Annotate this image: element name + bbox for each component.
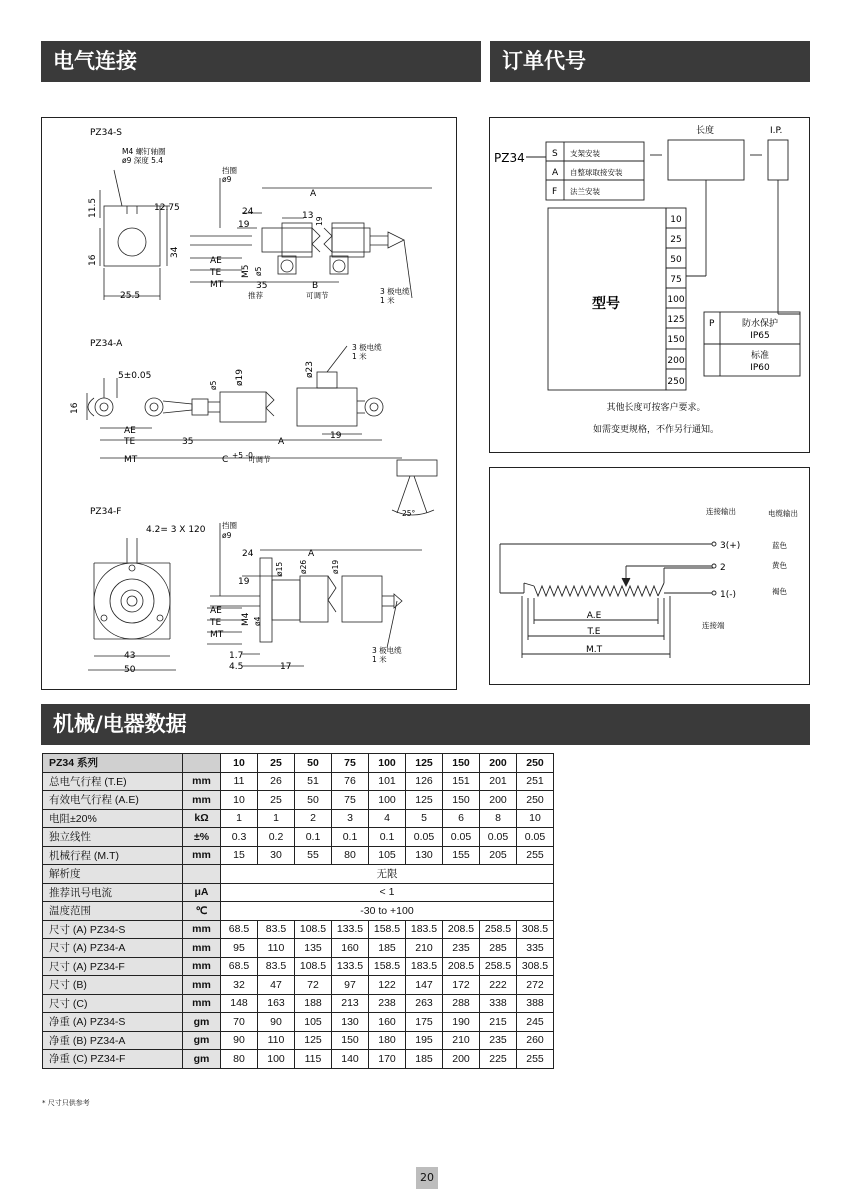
pz34-s-adj: 可调节 bbox=[306, 291, 329, 300]
cell-value: 83.5 bbox=[258, 920, 295, 939]
row-label: 净重 (C) PZ34-F bbox=[43, 1050, 183, 1069]
cell-value: 208.5 bbox=[443, 920, 480, 939]
cell-value: 80 bbox=[332, 846, 369, 865]
cell-value: 76 bbox=[332, 772, 369, 791]
cell-value: 147 bbox=[406, 976, 443, 995]
wiring-diagram bbox=[490, 468, 808, 683]
ip60-line1: 标准 bbox=[750, 351, 770, 361]
cell-value: 90 bbox=[221, 1031, 258, 1050]
cell-value: 11 bbox=[221, 772, 258, 791]
cell-value: 4 bbox=[369, 809, 406, 828]
cell-value: 8 bbox=[480, 809, 517, 828]
row-unit bbox=[183, 865, 221, 884]
table-row bbox=[43, 772, 554, 791]
row-unit: mm bbox=[183, 772, 221, 791]
row-unit: μA bbox=[183, 883, 221, 902]
pz34-f-d4: ø4 bbox=[253, 616, 262, 626]
cell-value: 0.1 bbox=[369, 828, 406, 847]
pz34-s-cap-d: ø9 bbox=[222, 175, 232, 184]
cell-value: 1 bbox=[258, 809, 295, 828]
cell-value: 68.5 bbox=[221, 957, 258, 976]
cell-value: 1 bbox=[221, 809, 258, 828]
cell-value: 97 bbox=[332, 976, 369, 995]
pz34-a-tol: 5±0.05 bbox=[118, 371, 152, 381]
length-label: 长度 bbox=[696, 126, 715, 136]
row-unit: ℃ bbox=[183, 902, 221, 921]
cell-value: 3 bbox=[332, 809, 369, 828]
pz34-a-ae: AE bbox=[124, 426, 136, 436]
cell-value: 235 bbox=[443, 939, 480, 958]
cell-value: 172 bbox=[443, 976, 480, 995]
pz34-a-ctol: +5 -0 bbox=[232, 451, 253, 460]
pz34-s-a: A bbox=[310, 189, 317, 199]
cell-value: 160 bbox=[332, 939, 369, 958]
cell-value: 108.5 bbox=[295, 957, 332, 976]
cable-out-label: 电缆输出 bbox=[768, 509, 798, 518]
cell-value: 170 bbox=[369, 1050, 406, 1069]
cell-value: 122 bbox=[369, 976, 406, 995]
length-250: 250 bbox=[667, 377, 685, 387]
row-unit: mm bbox=[183, 976, 221, 995]
length-200: 200 bbox=[667, 356, 685, 366]
row-unit: mm bbox=[183, 920, 221, 939]
pz34-f-cap: 挡圈 bbox=[222, 521, 237, 530]
color-yellow: 黄色 bbox=[772, 561, 787, 570]
specifications-table bbox=[42, 753, 554, 1069]
cell-value: 201 bbox=[480, 772, 517, 791]
cell-value: 0.05 bbox=[406, 828, 443, 847]
table-row bbox=[43, 994, 554, 1013]
row-unit: gm bbox=[183, 1050, 221, 1069]
cell-value: 125 bbox=[406, 791, 443, 810]
page-number: 20 bbox=[416, 1167, 438, 1189]
cell-value: 163 bbox=[258, 994, 295, 1013]
row-unit: ±% bbox=[183, 828, 221, 847]
pz34-f-19: 19 bbox=[238, 577, 250, 587]
pz34-s-m5: M5 bbox=[241, 264, 251, 278]
cell-value: 250 bbox=[517, 791, 554, 810]
ip65-line1: 防水保护 bbox=[741, 319, 779, 329]
table-header-row bbox=[43, 754, 554, 773]
length-150: 150 bbox=[667, 335, 685, 345]
cell-value: 183.5 bbox=[406, 957, 443, 976]
pz34-a-angle: 25° bbox=[402, 509, 416, 518]
cell-value: 72 bbox=[295, 976, 332, 995]
cell-value: 126 bbox=[406, 772, 443, 791]
table-row bbox=[43, 1031, 554, 1050]
pz34-s-te: TE bbox=[210, 268, 222, 278]
pz34-s-11-5: 11.5 bbox=[88, 197, 98, 218]
cell-value: 55 bbox=[295, 846, 332, 865]
row-unit: mm bbox=[183, 994, 221, 1013]
row-unit: mm bbox=[183, 846, 221, 865]
option-a-label: 自整球取接安装 bbox=[570, 168, 623, 177]
pz34-a-19: 19 bbox=[330, 431, 342, 441]
cell-value: 188 bbox=[295, 994, 332, 1013]
row-label: 尺寸 (A) PZ34-A bbox=[43, 939, 183, 958]
pz34-s-19-vertical: 19 bbox=[315, 216, 324, 226]
row-unit: mm bbox=[183, 957, 221, 976]
pz34-s-16: 16 bbox=[88, 254, 98, 266]
row-unit: mm bbox=[183, 939, 221, 958]
pz34-a-d5: ø5 bbox=[209, 380, 218, 390]
cell-value: 5 bbox=[406, 809, 443, 828]
cell-value: 50 bbox=[295, 791, 332, 810]
row-label: 净重 (B) PZ34-A bbox=[43, 1031, 183, 1050]
pz34-a-16: 16 bbox=[70, 402, 80, 414]
header-length: 200 bbox=[480, 754, 517, 773]
cell-value: 15 bbox=[221, 846, 258, 865]
pz34-a-a: A bbox=[278, 437, 285, 447]
ip-label: I.P. bbox=[770, 126, 783, 136]
cell-value: 125 bbox=[295, 1031, 332, 1050]
pz34-s-depth: ø9 深度 5.4 bbox=[122, 156, 164, 165]
pz34-s-d5: ø5 bbox=[254, 266, 263, 276]
row-unit: kΩ bbox=[183, 809, 221, 828]
wiring-ae: A.E bbox=[586, 611, 602, 621]
row-label: 尺寸 (C) bbox=[43, 994, 183, 1013]
cell-value: 6 bbox=[443, 809, 480, 828]
cell-value: 68.5 bbox=[221, 920, 258, 939]
pz34-s-cable: 3 极电缆 bbox=[380, 287, 410, 296]
order-code-diagram bbox=[490, 118, 808, 451]
cell-value: 308.5 bbox=[517, 920, 554, 939]
pz34-f-24: 24 bbox=[242, 549, 254, 559]
order-note-2: 如需变更规格，不作另行通知。 bbox=[592, 425, 720, 435]
pz34-f-d19: ø19 bbox=[331, 559, 340, 574]
table-row bbox=[43, 828, 554, 847]
pz34-f-title: PZ34-F bbox=[90, 507, 122, 517]
header-length: 75 bbox=[332, 754, 369, 773]
table-row bbox=[43, 976, 554, 995]
electrical-connection-header: 电气连接 bbox=[41, 41, 481, 82]
pz34-f-cable-len: 1 米 bbox=[372, 655, 387, 664]
option-f-code: F bbox=[552, 187, 558, 197]
option-s-code: S bbox=[552, 149, 558, 159]
cell-value: 190 bbox=[443, 1013, 480, 1032]
pz34-a-cable-len: 1 米 bbox=[352, 352, 367, 361]
cell-value: 200 bbox=[480, 791, 517, 810]
cell-value: 245 bbox=[517, 1013, 554, 1032]
pz34-s-ae: AE bbox=[210, 256, 222, 266]
header-length: 250 bbox=[517, 754, 554, 773]
dimension-drawings bbox=[42, 118, 455, 688]
type-label: 型号 bbox=[592, 296, 620, 312]
cell-value: 140 bbox=[332, 1050, 369, 1069]
cell-value: 130 bbox=[406, 846, 443, 865]
cell-value: 115 bbox=[295, 1050, 332, 1069]
cell-value: 0.3 bbox=[221, 828, 258, 847]
cell-value: 335 bbox=[517, 939, 554, 958]
cell-value: 160 bbox=[369, 1013, 406, 1032]
length-50: 50 bbox=[670, 255, 682, 265]
cell-value: 101 bbox=[369, 772, 406, 791]
row-label: 推荐讯号电流 bbox=[43, 883, 183, 902]
table-row bbox=[43, 846, 554, 865]
cell-value: 388 bbox=[517, 994, 554, 1013]
length-100: 100 bbox=[667, 295, 685, 305]
pz34-f-holes: 4.2= 3 X 120 bbox=[146, 525, 206, 535]
cell-value: 30 bbox=[258, 846, 295, 865]
pz34-a-35: 35 bbox=[182, 437, 194, 447]
row-unit: gm bbox=[183, 1013, 221, 1032]
cell-value: 272 bbox=[517, 976, 554, 995]
pz34-s-rec: 推荐 bbox=[248, 291, 263, 300]
row-unit bbox=[183, 754, 221, 773]
cell-value: 158.5 bbox=[369, 920, 406, 939]
color-blue: 蓝色 bbox=[772, 541, 787, 550]
table-row bbox=[43, 865, 554, 884]
pz34-s-34: 34 bbox=[170, 246, 180, 258]
length-75: 75 bbox=[670, 275, 682, 285]
table-row bbox=[43, 902, 554, 921]
cell-value: 105 bbox=[369, 846, 406, 865]
row-unit: gm bbox=[183, 1031, 221, 1050]
cell-value: 47 bbox=[258, 976, 295, 995]
row-label: 尺寸 (B) bbox=[43, 976, 183, 995]
pz34-f-1-7: 1.7 bbox=[229, 651, 244, 661]
row-label: 温度范围 bbox=[43, 902, 183, 921]
cell-value: 213 bbox=[332, 994, 369, 1013]
row-unit: mm bbox=[183, 791, 221, 810]
row-value: -30 to +100 bbox=[221, 902, 554, 921]
cell-value: 108.5 bbox=[295, 920, 332, 939]
footnote: * 尺寸只供参考 bbox=[42, 1099, 90, 1107]
table-row bbox=[43, 809, 554, 828]
wiring-end: 连接端 bbox=[702, 621, 725, 630]
cell-value: 83.5 bbox=[258, 957, 295, 976]
cell-value: 100 bbox=[258, 1050, 295, 1069]
cell-value: 235 bbox=[480, 1031, 517, 1050]
pz34-s-title: PZ34-S bbox=[90, 128, 123, 138]
pz34-s-19: 19 bbox=[238, 220, 250, 230]
row-label: 总电气行程 (T.E) bbox=[43, 772, 183, 791]
row-label: 独立线性 bbox=[43, 828, 183, 847]
pz34-a-mt: MT bbox=[124, 455, 138, 465]
pz34-a-adj: 可调节 bbox=[248, 455, 271, 464]
cell-value: 75 bbox=[332, 791, 369, 810]
cell-value: 285 bbox=[480, 939, 517, 958]
cell-value: 100 bbox=[369, 791, 406, 810]
pz34-f-m4: M4 bbox=[241, 612, 251, 626]
table-row bbox=[43, 920, 554, 939]
cell-value: 0.05 bbox=[480, 828, 517, 847]
cell-value: 150 bbox=[332, 1031, 369, 1050]
cell-value: 0.1 bbox=[332, 828, 369, 847]
cell-value: 148 bbox=[221, 994, 258, 1013]
cell-value: 25 bbox=[258, 791, 295, 810]
cell-value: 205 bbox=[480, 846, 517, 865]
pz34-s-cable-len: 1 米 bbox=[380, 296, 395, 305]
cell-value: 258.5 bbox=[480, 920, 517, 939]
cell-value: 200 bbox=[443, 1050, 480, 1069]
cell-value: 0.05 bbox=[517, 828, 554, 847]
cell-value: 210 bbox=[406, 939, 443, 958]
row-label: 解析度 bbox=[43, 865, 183, 884]
cell-value: 183.5 bbox=[406, 920, 443, 939]
table-row bbox=[43, 791, 554, 810]
pz34-f-cap-d: ø9 bbox=[222, 531, 232, 540]
row-value: < 1 bbox=[221, 883, 554, 902]
cell-value: 90 bbox=[258, 1013, 295, 1032]
cell-value: 185 bbox=[406, 1050, 443, 1069]
pz34-s-12-75: 12.75 bbox=[154, 203, 180, 213]
pz34-a-title: PZ34-A bbox=[90, 339, 123, 349]
option-f-label: 法兰安装 bbox=[570, 187, 600, 196]
pz34-s-mt: MT bbox=[210, 280, 224, 290]
table-row bbox=[43, 883, 554, 902]
pz34-s-25-5: 25.5 bbox=[120, 291, 141, 301]
order-code-panel bbox=[489, 117, 810, 453]
pin-1: 1(-) bbox=[720, 590, 736, 600]
cell-value: 0.05 bbox=[443, 828, 480, 847]
pz34-a-cable: 3 极电缆 bbox=[352, 343, 382, 352]
order-model: PZ34 bbox=[494, 151, 525, 165]
option-a-code: A bbox=[552, 168, 559, 178]
pz34-f-mt: MT bbox=[210, 630, 224, 640]
color-brown: 褐色 bbox=[772, 587, 787, 596]
cell-value: 110 bbox=[258, 1031, 295, 1050]
cell-value: 158.5 bbox=[369, 957, 406, 976]
length-125: 125 bbox=[667, 315, 685, 325]
pz34-f-a: A bbox=[308, 549, 315, 559]
row-label: 机械行程 (M.T) bbox=[43, 846, 183, 865]
cell-value: 215 bbox=[480, 1013, 517, 1032]
ip65-line2: IP65 bbox=[750, 331, 770, 341]
pz34-f-50: 50 bbox=[124, 665, 136, 675]
pz34-a-te: TE bbox=[124, 437, 136, 447]
ip60-line2: IP60 bbox=[750, 363, 770, 373]
wiring-mt: M.T bbox=[585, 645, 603, 655]
order-note-1: 其他长度可按客户要求。 bbox=[606, 403, 706, 413]
cell-value: 288 bbox=[443, 994, 480, 1013]
row-label: 尺寸 (A) PZ34-S bbox=[43, 920, 183, 939]
cell-value: 255 bbox=[517, 846, 554, 865]
cell-value: 308.5 bbox=[517, 957, 554, 976]
cell-value: 251 bbox=[517, 772, 554, 791]
cell-value: 10 bbox=[517, 809, 554, 828]
row-value: 无限 bbox=[221, 865, 554, 884]
length-25: 25 bbox=[670, 235, 682, 245]
pz34-s-13: 13 bbox=[302, 211, 314, 221]
header-length: 150 bbox=[443, 754, 480, 773]
pz34-f-d15: ø15 bbox=[275, 561, 284, 576]
cell-value: 210 bbox=[443, 1031, 480, 1050]
cell-value: 110 bbox=[258, 939, 295, 958]
pz34-a-c: C bbox=[222, 455, 229, 465]
row-label: PZ34 系列 bbox=[43, 754, 183, 773]
pz34-s-b: B bbox=[312, 281, 319, 291]
pz34-f-te: TE bbox=[210, 618, 222, 628]
row-label: 有效电气行程 (A.E) bbox=[43, 791, 183, 810]
header-length: 25 bbox=[258, 754, 295, 773]
cell-value: 80 bbox=[221, 1050, 258, 1069]
header-length: 10 bbox=[221, 754, 258, 773]
header-length: 100 bbox=[369, 754, 406, 773]
table-row bbox=[43, 939, 554, 958]
pz34-f-cable: 3 极电缆 bbox=[372, 646, 402, 655]
cell-value: 222 bbox=[480, 976, 517, 995]
cell-value: 10 bbox=[221, 791, 258, 810]
ip65-code: P bbox=[709, 319, 715, 329]
table-row bbox=[43, 957, 554, 976]
cell-value: 0.2 bbox=[258, 828, 295, 847]
cell-value: 263 bbox=[406, 994, 443, 1013]
cell-value: 51 bbox=[295, 772, 332, 791]
mechanical-electrical-header: 机械/电器数据 bbox=[41, 704, 810, 745]
pin-3: 3(+) bbox=[720, 541, 741, 551]
pz34-a-d23: ø23 bbox=[305, 361, 315, 378]
cell-value: 155 bbox=[443, 846, 480, 865]
dimension-drawings-panel bbox=[41, 117, 457, 690]
cell-value: 2 bbox=[295, 809, 332, 828]
table-row bbox=[43, 1013, 554, 1032]
row-label: 净重 (A) PZ34-S bbox=[43, 1013, 183, 1032]
pz34-a-d19: ø19 bbox=[235, 369, 245, 386]
cell-value: 135 bbox=[295, 939, 332, 958]
cell-value: 0.1 bbox=[295, 828, 332, 847]
cell-value: 260 bbox=[517, 1031, 554, 1050]
pz34-s-cap: 挡圈 bbox=[222, 166, 237, 175]
cell-value: 130 bbox=[332, 1013, 369, 1032]
cell-value: 225 bbox=[480, 1050, 517, 1069]
wiring-panel bbox=[489, 467, 810, 685]
header-length: 50 bbox=[295, 754, 332, 773]
wiring-te: T.E bbox=[587, 627, 601, 637]
pz34-f-d26: ø26 bbox=[299, 559, 308, 574]
cell-value: 151 bbox=[443, 772, 480, 791]
cell-value: 133.5 bbox=[332, 920, 369, 939]
pz34-f-43: 43 bbox=[124, 651, 136, 661]
cell-value: 26 bbox=[258, 772, 295, 791]
row-label: 电阻±20% bbox=[43, 809, 183, 828]
pz34-s-m4: M4 螺钉轴圈 bbox=[122, 147, 166, 156]
cell-value: 175 bbox=[406, 1013, 443, 1032]
order-code-header: 订单代号 bbox=[490, 41, 810, 82]
table-row bbox=[43, 1050, 554, 1069]
cell-value: 255 bbox=[517, 1050, 554, 1069]
cell-value: 258.5 bbox=[480, 957, 517, 976]
cell-value: 180 bbox=[369, 1031, 406, 1050]
pz34-f-4-5: 4.5 bbox=[229, 662, 244, 672]
pz34-s-35: 35 bbox=[256, 281, 268, 291]
cell-value: 95 bbox=[221, 939, 258, 958]
pz34-f-17: 17 bbox=[280, 662, 292, 672]
pz34-f-ae: AE bbox=[210, 606, 222, 616]
header-length: 125 bbox=[406, 754, 443, 773]
pz34-s-24: 24 bbox=[242, 207, 254, 217]
cell-value: 338 bbox=[480, 994, 517, 1013]
cell-value: 133.5 bbox=[332, 957, 369, 976]
cell-value: 150 bbox=[443, 791, 480, 810]
pin-2: 2 bbox=[720, 563, 726, 573]
cell-value: 195 bbox=[406, 1031, 443, 1050]
length-10: 10 bbox=[670, 215, 682, 225]
conn-out-label: 连接输出 bbox=[706, 507, 736, 516]
option-s-label: 支架安装 bbox=[570, 149, 600, 158]
row-label: 尺寸 (A) PZ34-F bbox=[43, 957, 183, 976]
cell-value: 70 bbox=[221, 1013, 258, 1032]
cell-value: 208.5 bbox=[443, 957, 480, 976]
cell-value: 238 bbox=[369, 994, 406, 1013]
cell-value: 185 bbox=[369, 939, 406, 958]
cell-value: 105 bbox=[295, 1013, 332, 1032]
cell-value: 32 bbox=[221, 976, 258, 995]
